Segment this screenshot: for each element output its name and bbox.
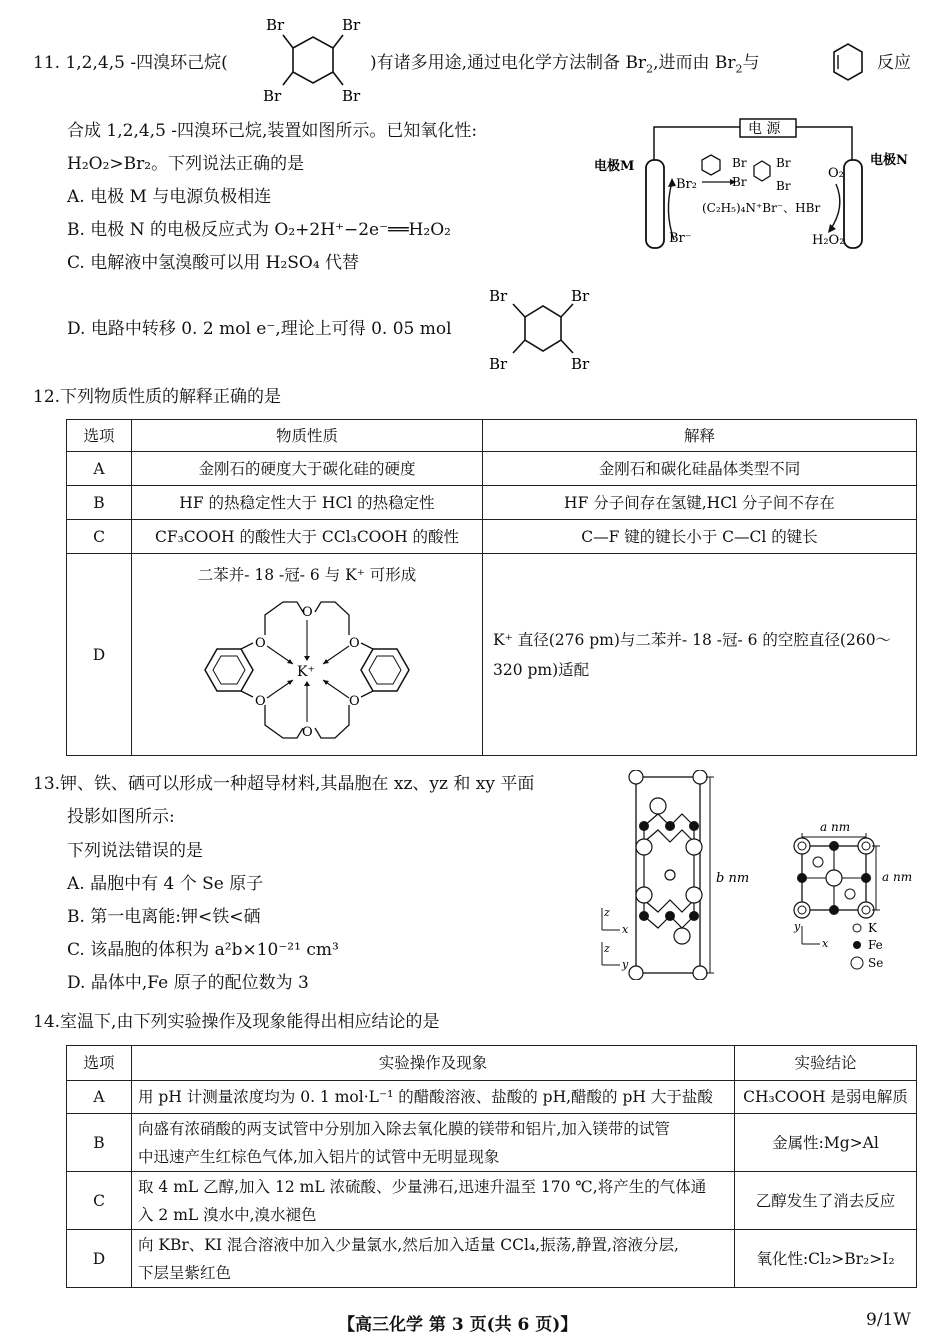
svg-text:O: O	[255, 636, 266, 651]
svg-text:x: x	[622, 923, 629, 936]
svg-text:Br: Br	[489, 287, 508, 305]
q12-row-d-prop: 二苯并- 18 -冠- 6 与 K⁺ 可形成	[197, 566, 417, 584]
q14-stem-line	[33, 1011, 439, 1033]
q12-number: 12.	[33, 387, 61, 407]
svg-text:Br: Br	[776, 179, 791, 193]
svg-text:O: O	[302, 605, 313, 620]
svg-text:O: O	[349, 694, 360, 709]
table-row: D 二苯并- 18 -冠- 6 与 K⁺ 可形成 O O O O O O K⁺ K⁺ 直径(276 pm)与二苯并- 18 -冠- 6 的空腔直径(260～ 320 pm)适配	[67, 554, 917, 756]
q11-line2: 合成 1,2,4,5 -四溴环己烷,装置如图所示。已知氧化性:	[67, 121, 478, 141]
q11-option-a: A. 电极 M 与电源负极相连	[67, 187, 272, 207]
svg-text:电 源: 电 源	[748, 121, 781, 137]
svg-text:Br: Br	[732, 156, 747, 170]
svg-text:电极N: 电极N	[870, 153, 908, 168]
svg-text:Br: Br	[263, 87, 282, 105]
svg-text:O: O	[349, 636, 360, 651]
q14-stem: 室温下,由下列实验操作及现象能得出相应结论的是	[60, 1012, 440, 1032]
svg-text:(C₂H₅)₄N⁺Br⁻、HBr: (C₂H₅)₄N⁺Br⁻、HBr	[702, 201, 821, 215]
table-row: D 向 KBr、KI 混合溶液中加入少量氯水,然后加入适量 CCl₄,振荡,静置,溶液分层, 下层呈紫红色 氧化性:Cl₂>Br₂>I₂	[67, 1230, 917, 1288]
svg-text:Br⁻: Br⁻	[669, 231, 692, 246]
svg-text:Se: Se	[868, 956, 884, 970]
q11-line1-end: 反应	[877, 53, 911, 73]
svg-text:y: y	[794, 920, 801, 933]
crystal-projection-side	[592, 770, 772, 980]
q13-line2: 投影如图所示:	[67, 807, 175, 827]
svg-text:x: x	[822, 937, 829, 950]
q12-stem: 下列物质性质的解释正确的是	[60, 387, 282, 407]
q11-number: 11.	[33, 53, 61, 73]
svg-text:Br: Br	[732, 175, 747, 189]
svg-text:Br: Br	[776, 156, 791, 170]
svg-text:b nm: b nm	[716, 871, 750, 886]
q13-line1: 13.钾、铁、硒可以形成一种超导材料,其晶胞在 xz、yz 和 xy 平面	[33, 774, 535, 794]
q11-option-c: C. 电解液中氢溴酸可以用 H₂SO₄ 代替	[67, 253, 360, 273]
q11-option-d: D. 电路中转移 0. 2 mol e⁻,理论上可得 0. 05 mol	[67, 319, 452, 339]
q11-line1: 11. 1,2,4,5 -四溴环己烷(	[33, 53, 228, 73]
svg-text:Br: Br	[489, 355, 508, 373]
q12-row-d-exp1: K⁺ 直径(276 pm)与二苯并- 18 -冠- 6 的空腔直径(260～	[493, 630, 892, 649]
q11-line3: H₂O₂>Br₂。下列说法正确的是	[67, 154, 305, 174]
table-row: B HF 的热稳定性大于 HCl 的热稳定性 HF 分子间存在氢键,HCl 分子间不存在	[67, 486, 917, 520]
q12-header-row: 选项 物质性质 解释	[67, 420, 917, 452]
table-row: A 用 pH 计测量浓度均为 0. 1 mol·L⁻¹ 的醋酸溶液、盐酸的 pH,醋酸的 pH 大于盐酸 CH₃COOH 是弱电解质	[67, 1081, 917, 1114]
svg-text:H₂O₂: H₂O₂	[812, 233, 845, 248]
svg-text:Br: Br	[266, 16, 285, 34]
svg-text:K: K	[868, 921, 877, 935]
q11-option-b: B. 电极 N 的电极反应式为 O₂+2H⁺−2e⁻══H₂O₂	[67, 220, 451, 240]
q12-stem-line	[33, 386, 281, 408]
tetrabromocyclohexane-structure	[258, 15, 368, 107]
q13-line3: 下列说法错误的是	[67, 841, 203, 861]
svg-text:a nm: a nm	[820, 820, 851, 834]
q13-option-c: C. 该晶胞的体积为 a²b×10⁻²¹ cm³	[67, 940, 339, 960]
svg-text:z: z	[604, 906, 610, 919]
cyclohexene-structure	[826, 40, 870, 86]
q12-table	[66, 419, 917, 756]
table-row: C CF₃COOH 的酸性大于 CCl₃COOH 的酸性 C—F 键的键长小于 C—Cl 的键长	[67, 520, 917, 554]
q13-option-a: A. 晶胞中有 4 个 Se 原子	[67, 874, 264, 894]
svg-text:O₂: O₂	[828, 166, 844, 181]
q13-option-d: D. 晶体中,Fe 原子的配位数为 3	[67, 973, 309, 993]
svg-text:Br: Br	[571, 355, 590, 373]
svg-text:Br: Br	[342, 16, 361, 34]
q13-option-b: B. 第一电离能:钾<铁<硒	[67, 907, 261, 927]
page-code: 9/1W	[866, 1310, 911, 1330]
svg-text:Fe: Fe	[868, 938, 883, 952]
svg-text:Br: Br	[342, 87, 361, 105]
product-structure	[485, 282, 605, 377]
q11-line1-cont: )有诸多用途,通过电化学方法制备 $Br_2$,进而由 $Br_2$与	[370, 53, 760, 76]
crown-ether-structure	[187, 590, 427, 750]
table-row: A 金刚石的硬度大于碳化硅的硬度 金刚石和碳化硅晶体类型不同	[67, 452, 917, 486]
table-row: B 向盛有浓硝酸的两支试管中分别加入除去氧化膜的镁带和铝片,加入镁带的试管 中迅速产生红棕色气体,加入铝片的试管中无明显现象 金属性:Mg>Al	[67, 1114, 917, 1172]
svg-text:O: O	[255, 694, 266, 709]
svg-text:电极M: 电极M	[594, 159, 635, 174]
page-footer: 【高三化学 第 3 页(共 6 页)】	[338, 1315, 578, 1335]
svg-text:Br₂: Br₂	[676, 177, 697, 192]
svg-text:O: O	[302, 725, 313, 740]
q14-header-row: 选项 实验操作及现象 实验结论	[67, 1046, 917, 1081]
q14-table	[66, 1045, 917, 1288]
electrolysis-apparatus	[590, 112, 930, 260]
svg-text:y: y	[622, 958, 629, 971]
svg-text:z: z	[604, 942, 610, 955]
svg-text:Br: Br	[571, 287, 590, 305]
svg-text:K⁺: K⁺	[297, 664, 315, 680]
q13-number: 13.	[33, 774, 61, 794]
table-row: C 取 4 mL 乙醇,加入 12 mL 浓硫酸、少量沸石,迅速升温至 170 ℃,将产生的气体通 入 2 mL 溴水中,溴水褪色 乙醇发生了消去反应	[67, 1172, 917, 1230]
q12-row-d-exp2: 320 pm)适配	[493, 660, 590, 679]
q14-number: 14.	[33, 1012, 61, 1032]
crystal-projection-xy	[790, 818, 930, 978]
svg-text:a nm: a nm	[882, 870, 913, 884]
